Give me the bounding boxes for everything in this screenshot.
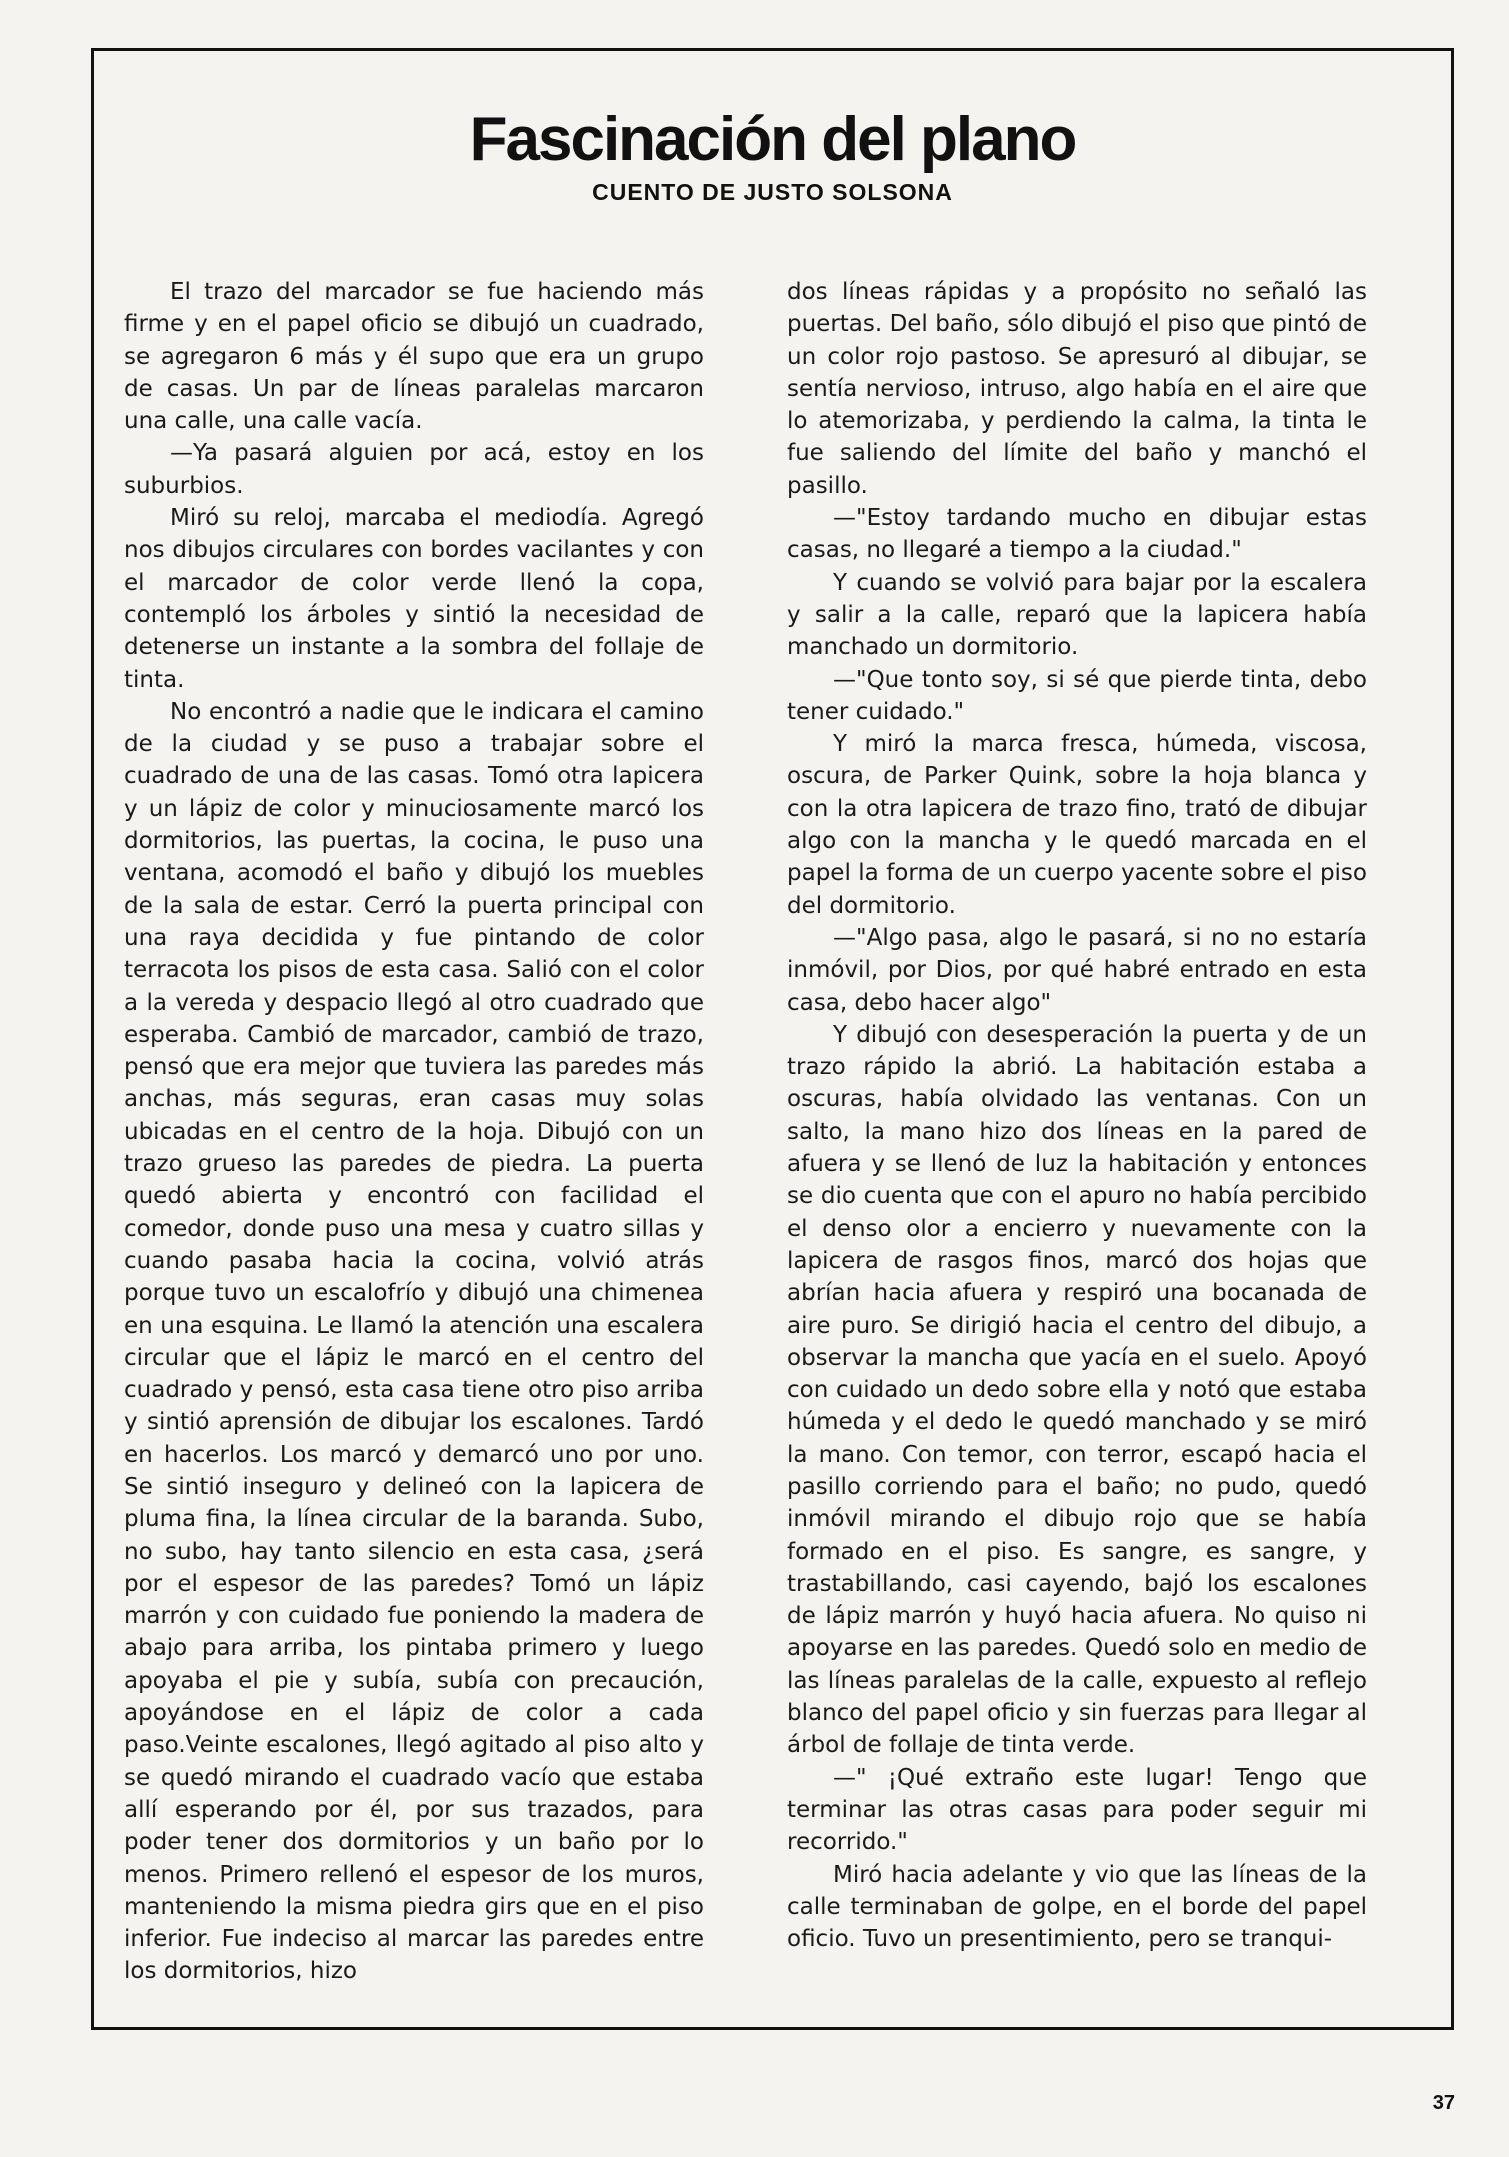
paragraph: Y dibujó con desesperación la puerta y de un trazo rápido la abrió. La habitación estaba a oscuras, había olvidado las ventanas. Con un salto, la mano hizo dos líneas en la pared de afuera y se llenó de luz la habitación y entonces se dio cuenta que con el apuro no había percibido el denso olor a encierro y nuevamente con la lapicera de rasgos finos, marcó dos hojas que abrían hacia afuera y respiró una bocanada de aire puro. Se dirigió hacia el centro del dibujo, a observar la mancha que yacía en el suelo. Apoyó con cuidado un dedo sobre ella y notó que estaba húmeda y el dedo le quedó manchado y se miró la mano. Con temor, con terror, escapó hacia el pasillo corriendo para el baño; no pudo, quedó inmóvil mirando el dibujo rojo que se había formado en el piso. Es sangre, es sangre, y trastabillando, casi cayendo, bajó los escalones de lápiz marrón y huyó hacia afuera. No quiso ni apoyarse en las paredes. Quedó solo en medio de las líneas paralelas de la calle, expuesto al reflejo blanco del papel oficio y sin fuerzas para llegar al árbol de follaje de tinta verde. [787, 1021, 1367, 1759]
paragraph: —"Algo pasa, algo le pasará, si no no estaría inmóvil, por Dios, por qué habré entrado en esta casa, debo hacer algo" [787, 924, 1367, 1016]
paragraph: Miró hacia adelante y vio que las líneas de la calle terminaban de golpe, en el borde del papel oficio. Tuvo un presentimiento, pero se tranqui- [787, 1861, 1367, 1953]
page-number: 37 [1432, 2092, 1455, 2114]
paragraph: dos líneas rápidas y a propósito no señaló las puertas. Del baño, sólo dibujó el piso que pintó de un color rojo pastoso. Se apresuró al dibujar, se sentía nervioso, intruso, algo había en el aire que lo atemorizaba, y perdiendo la calma, la tinta le fue saliendo del límite del baño y manchó el pasillo. [787, 279, 1367, 499]
paragraph: Y miró la marca fresca, húmeda, viscosa, oscura, de Parker Quink, sobre la hoja blanca y con la otra lapicera de trazo fino, trató de dibujar algo con la mancha y le quedó marcada en el papel la forma de un cuerpo yacente sobre el piso del dormitorio. [787, 731, 1367, 919]
paragraph: Y cuando se volvió para bajar por la escalera y salir a la calle, reparó que la lapicera había manchado un dormitorio. [787, 569, 1367, 661]
article-frame [91, 48, 1454, 2030]
paragraph: Miró su reloj, marcaba el mediodía. Agregó nos dibujos circulares con bordes vacilantes y con el marcador de color verde llenó la copa, contempló los árboles y sintió la necesidad de detenerse un instante a la sombra del follaje de tinta. [124, 505, 704, 693]
paragraph: —Ya pasará alguien por acá, estoy en los suburbios. [124, 440, 704, 499]
paragraph: —"Que tonto soy, si sé que pierde tinta, debo tener cuidado." [787, 666, 1367, 725]
story-byline: CUENTO DE JUSTO SOLSONA [592, 179, 953, 205]
paragraph: —" ¡Qué extraño este lugar! Tengo que terminar las otras casas para poder seguir mi recorrido." [787, 1764, 1367, 1856]
paragraph: —"Estoy tardando mucho en dibujar estas casas, no llegaré a tiempo a la ciudad." [787, 505, 1367, 564]
story-title: Fascinación del plano [469, 105, 1076, 174]
paragraph: No encontró a nadie que le indicara el camino de la ciudad y se puso a trabajar sobre el cuadrado de una de las casas. Tomó otra lapicera y un lápiz de color y minuciosamente marcó los dormitorios, las puertas, la cocina, le puso una ventana, acomodó el baño y dibujó los muebles de la sala de estar. Cerró la puerta principal con una raya decidida y fue pintando de color terracota los pisos de esta casa. Salió con el color a la vereda y despacio llegó al otro cuadrado que esperaba. Cambió de marcador, cambió de trazo, pensó que era mejor que tuviera las paredes más anchas, más seguras, eran casas muy solas ubicadas en el centro de la hoja. Dibujó con un trazo grueso las paredes de piedra. La puerta quedó abierta y encontró con facilidad el comedor, donde puso una mesa y cuatro sillas y cuando pasaba hacia la cocina, volvió atrás porque tuvo un escalofrío y dibujó una chimenea en una esquina. Le llamó la atención una escalera circular que el lápiz le marcó en el centro del cuadrado y pensó, esta casa tiene otro piso arriba y sintió aprensión de dibujar los escalones. Tardó en hacerlos. Los marcó y demarcó uno por uno. Se sintió inseguro y delineó con la lapicera de pluma fina, la línea circular de la baranda. Subo, no subo, hay tanto silencio en esta casa, ¿será por el espesor de las paredes? Tomó un lápiz marrón y con cuidado fue poniendo la madera de abajo para arriba, los pintaba primero y luego apoyaba el pie y subía, subía con precaución, apoyándose en el lápiz de color a cada paso.Veinte escalones, llegó agitado al piso alto y se quedó mirando el cuadrado vacío que estaba allí esperando por él, por sus trazados, para poder tener dos dormitorios y un baño por lo menos. Primero rellenó el espesor de los muros, manteniendo la misma piedra girs que en el piso inferior. Fue indeciso al marcar las paredes entre los dormitorios, hizo [124, 698, 704, 1985]
paragraph: El trazo del marcador se fue haciendo más firme y en el papel oficio se dibujó un cuadrado, se agregaron 6 más y él supo que era un grupo de casas. Un par de líneas paralelas marcaron una calle, una calle vacía. [124, 279, 704, 435]
left-text-column [124, 276, 704, 1988]
right-text-column [787, 276, 1367, 1955]
